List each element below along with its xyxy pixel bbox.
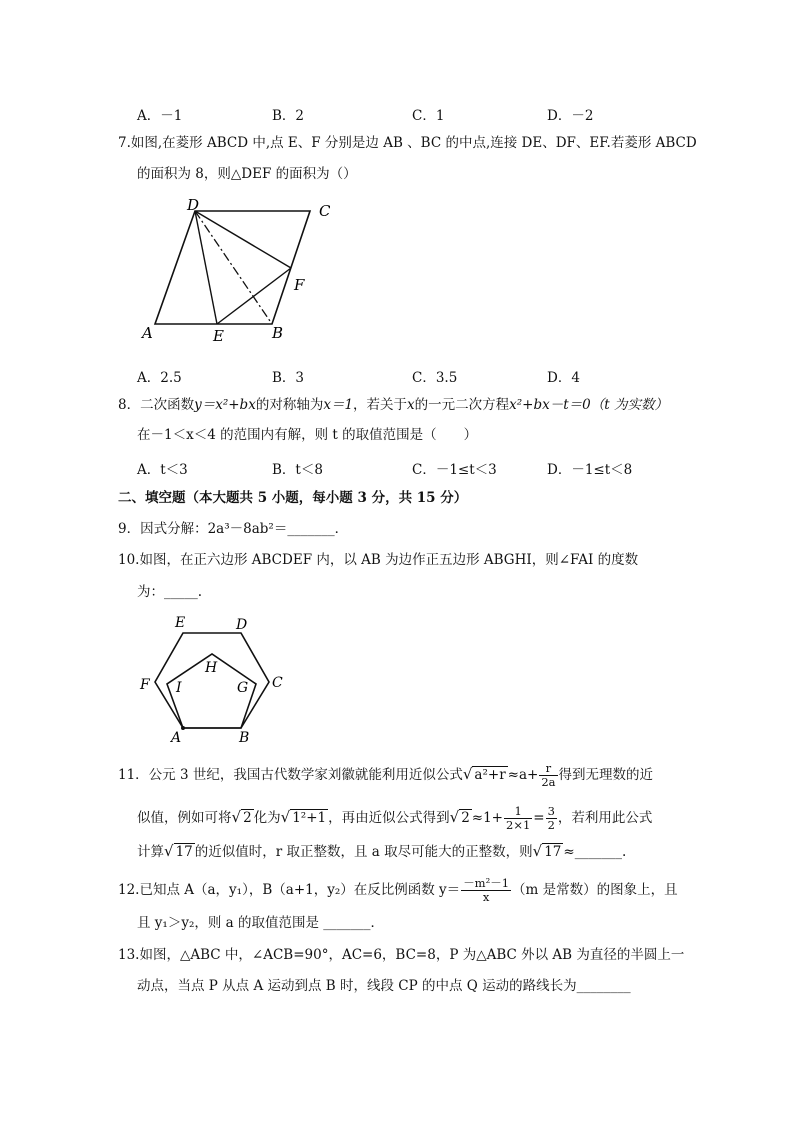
label-c: C (272, 675, 283, 691)
q11-fraction2-den: 2×1 (506, 818, 531, 833)
q11-question-line2 (137, 805, 652, 832)
sqrt-sign: √ (280, 808, 291, 827)
section-title-fill-in: 二、填空题（本大题共 5 小题，每小题 3 分，共 15 分） (118, 490, 468, 506)
q7-option-a: A．2.5 (137, 370, 182, 386)
q8-x: x (407, 397, 415, 413)
q11-text-6: ，若利用此公式 (557, 810, 653, 827)
q7-option-d: D．4 (547, 370, 580, 386)
label-b: B (272, 324, 284, 342)
q8-option-c: C．－1≤t＜3 (412, 462, 497, 478)
q11-approx-2: ≈1+ (471, 810, 503, 827)
q11-radicand-4: 2 (461, 810, 470, 827)
q12-fraction (461, 877, 511, 904)
q8-option-b: B．t＜8 (272, 462, 323, 478)
q6-option-b: B．2 (272, 108, 305, 124)
q13-question-line2: 动点，当点 P 从点 A 运动到点 B 时，线段 CP 的中点 Q 运动的路线长为________ (137, 978, 631, 994)
label-d: D (236, 617, 248, 633)
label-f: F (140, 677, 150, 693)
q6-option-d: D．－2 (547, 108, 594, 124)
q11-equals: = (533, 810, 545, 827)
q6-option-a: A．－1 (137, 108, 183, 124)
point-a-dot (181, 726, 185, 730)
q12-fraction-den: x (482, 890, 490, 905)
q11-text-8: 的近似值时，r 取正整数，且 a 取尽可能大的正整数，则 (194, 844, 533, 860)
label-g: G (237, 680, 249, 696)
q7-option-b: B．3 (272, 370, 305, 386)
q11-fraction-den: 2a (541, 775, 556, 790)
q11-radicand-3: 1²+1 (292, 810, 327, 827)
q12-question-line1 (118, 877, 678, 904)
q7-question-line2: 的面积为 8，则△DEF 的面积为（） (137, 166, 357, 182)
segment-ef (217, 268, 291, 324)
label-f: F (294, 276, 305, 294)
q11-fraction-3 (546, 805, 557, 832)
q12-text-1: 12.已知点 A（a，y₁），B（a+1，y₂）在反比例函数 y＝ (118, 882, 461, 899)
q11-text-7: 计算 (137, 844, 164, 860)
q11-text-5: ，再由近似公式得到 (328, 810, 450, 827)
q11-text-4: 化为 (253, 810, 281, 827)
q8-text-3: ，若关于 (353, 397, 408, 413)
q12-fraction-num: －m²－1 (463, 876, 510, 890)
q11-text-1: 11．公元 3 世纪，我国古代数学家刘徽就能利用近似公式 (118, 767, 463, 784)
q11-text-3: 似值，例如可将 (137, 810, 232, 827)
q8-text-1: 8．二次函数 (118, 397, 195, 413)
q11-radicand-2: 2 (243, 810, 252, 827)
label-e: E (213, 327, 224, 345)
q7-question-line1: 7.如图,在菱形 ABCD 中,点 E、F 分别是边 AB 、BC 的中点,连接 DE、DF、EF.若菱形 ABCD (118, 135, 697, 151)
q11-text-2: 得到无理数的近 (558, 767, 654, 784)
q11-radicand-6: 17 (544, 844, 562, 860)
hexagon-pentagon-figure (135, 610, 295, 750)
q10-question-line2: 为：_____. (137, 584, 203, 600)
q8-option-a: A．t＜3 (137, 462, 188, 478)
q10-question-line1: 10.如图，在正六边形 ABCDEF 内，以 AB 为边作正五边形 ABGHI，则∠FAI 的度数 (118, 552, 639, 568)
label-c: C (319, 202, 330, 220)
q11-question-line1 (118, 762, 653, 789)
label-d: D (187, 196, 200, 214)
q11-radicand-5: 17 (175, 844, 193, 860)
q11-fraction (539, 762, 557, 789)
q11-fraction-2 (504, 805, 532, 832)
q11-approx: ≈a+ (507, 767, 539, 784)
label-e: E (175, 615, 186, 631)
q7-option-c: C．3.5 (412, 370, 458, 386)
q8-text-4: 的一元二次方程 (414, 397, 510, 413)
q11-fraction3-num: 3 (547, 804, 555, 818)
q11-fraction3-den: 2 (547, 818, 555, 833)
label-h: H (205, 660, 218, 676)
q8-question-line1 (118, 397, 668, 413)
label-a: A (142, 324, 153, 342)
sqrt-sign: √ (532, 842, 543, 860)
sqrt-sign: √ (231, 808, 242, 827)
q12-question-line2: 且 y₁＞y₂，则 a 的取值范围是 _______． (137, 915, 385, 931)
q8-axis: x＝1 (323, 397, 354, 413)
label-i: I (176, 680, 182, 696)
sqrt-sign: √ (462, 765, 473, 784)
q11-fraction2-num: 1 (504, 805, 532, 819)
q11-radicand: a²+r (474, 767, 506, 784)
q9-question: 9．因式分解：2a³－8ab²＝_______． (118, 521, 349, 537)
q12-text-2: （m 是常数）的图象上，且 (512, 882, 678, 899)
q8-question-line2: 在－1＜x＜4 的范围内有解，则 t 的取值范围是（ ） (137, 427, 478, 443)
q13-question-line1: 13.如图，△ABC 中，∠ACB=90°，AC=6，BC=8，P 为△ABC 外以 AB 为直径的半圆上一 (118, 947, 685, 963)
label-a: A (171, 730, 182, 746)
rhombus-figure (130, 196, 330, 346)
sqrt-sign: √ (449, 808, 460, 827)
q6-option-c: C．1 (412, 108, 445, 124)
sqrt-sign: √ (164, 842, 174, 860)
q8-text-2: 的对称轴为 (255, 397, 324, 413)
q8-equation: x²+bx－t＝0（t 为实数） (509, 397, 668, 413)
q11-fraction-num: r (539, 762, 557, 776)
label-b: B (239, 730, 250, 746)
q8-function: y＝x²+bx (194, 397, 256, 413)
rhombus-abcd (155, 211, 310, 324)
q11-question-line3 (137, 842, 626, 860)
q8-option-d: D．－1≤t＜8 (547, 462, 633, 478)
q11-text-9: ≈_______. (563, 844, 627, 860)
segment-df (195, 211, 291, 268)
